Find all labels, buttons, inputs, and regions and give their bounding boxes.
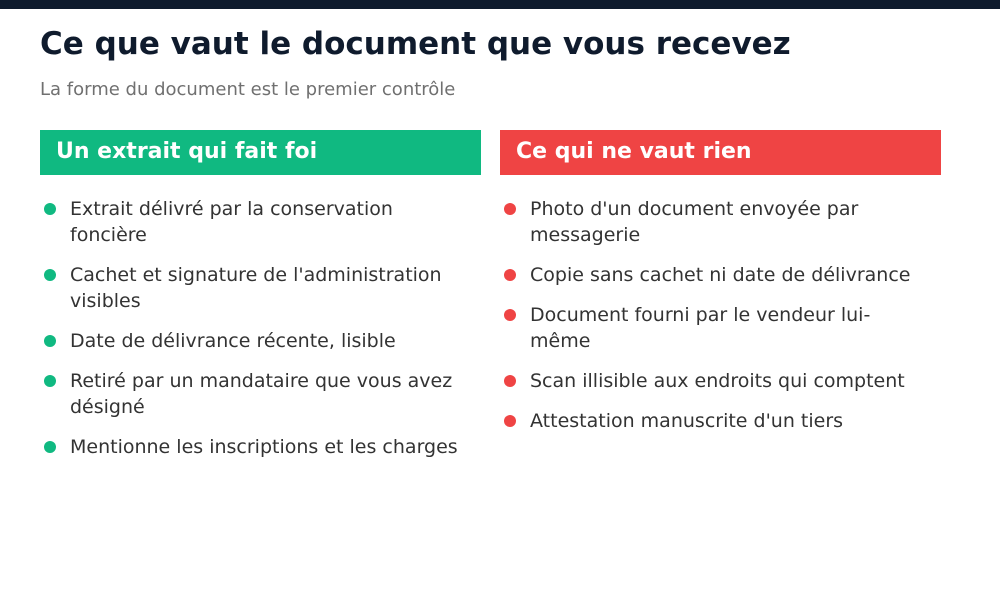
valid-document-column [40, 130, 481, 474]
list-item [500, 408, 920, 434]
green-dot-icon [44, 335, 56, 347]
valid-document-heading: Un extrait qui fait foi [40, 130, 481, 175]
green-dot-icon [44, 203, 56, 215]
invalid-document-column [500, 130, 941, 448]
top-bar [0, 0, 1000, 9]
page-title: Ce que vaut le document que vous recevez [40, 26, 791, 62]
list-item-text: Extrait délivré par la conservation foncière [70, 198, 393, 246]
list-item [40, 368, 460, 420]
invalid-document-list [500, 196, 941, 434]
page-subtitle: La forme du document est le premier contrôle [40, 79, 456, 100]
list-item [500, 302, 920, 354]
list-item-text: Attestation manuscrite d'un tiers [530, 410, 844, 432]
valid-document-list [40, 196, 481, 460]
list-item-text: Scan illisible aux endroits qui comptent [530, 370, 905, 392]
list-item [40, 434, 460, 460]
red-dot-icon [504, 375, 516, 387]
list-item-text: Retiré par un mandataire que vous avez désigné [70, 370, 453, 418]
list-item-text: Date de délivrance récente, lisible [70, 330, 396, 352]
list-item [500, 262, 920, 288]
list-item-text: Document fourni par le vendeur lui-même [530, 304, 871, 352]
green-dot-icon [44, 269, 56, 281]
list-item-text: Photo d'un document envoyée par messagerie [530, 198, 859, 246]
list-item [40, 196, 460, 248]
invalid-document-heading: Ce qui ne vaut rien [500, 130, 941, 175]
list-item-text: Cachet et signature de l'administration visibles [70, 264, 442, 312]
red-dot-icon [504, 415, 516, 427]
red-dot-icon [504, 269, 516, 281]
red-dot-icon [504, 309, 516, 321]
green-dot-icon [44, 441, 56, 453]
list-item [40, 328, 460, 354]
list-item [40, 262, 460, 314]
list-item [500, 196, 920, 248]
red-dot-icon [504, 203, 516, 215]
list-item [500, 368, 920, 394]
list-item-text: Mentionne les inscriptions et les charges [70, 436, 458, 458]
green-dot-icon [44, 375, 56, 387]
list-item-text: Copie sans cachet ni date de délivrance [530, 264, 911, 286]
